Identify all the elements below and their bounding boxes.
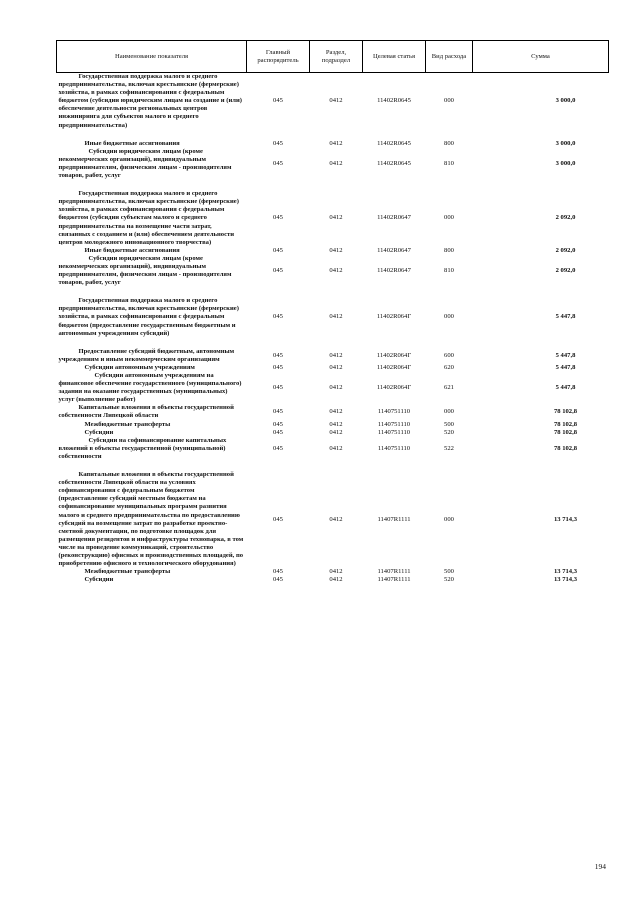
row-admin: 045 (273, 568, 283, 576)
row-name: Субсидии (84, 428, 114, 436)
row-spacer (57, 338, 609, 348)
table-row (57, 247, 609, 255)
table-body (57, 73, 609, 585)
row-expense-type: 000 (444, 313, 454, 321)
row-section: 0412 (329, 267, 343, 275)
row-expense-type: 810 (444, 267, 454, 275)
row-expense-type: 522 (444, 444, 454, 452)
row-amount: 78 102,8 (553, 408, 578, 416)
row-expense-type: 800 (444, 139, 454, 147)
row-amount: 2 092,0 (555, 246, 576, 254)
row-section: 0412 (329, 363, 343, 371)
row-admin: 045 (273, 576, 283, 584)
row-target: 11402R064Г (376, 313, 412, 321)
row-admin: 045 (273, 351, 283, 359)
row-section: 0412 (329, 420, 343, 428)
row-expense-type: 520 (444, 576, 454, 584)
table-row (57, 148, 609, 180)
row-name: Иные бюджетные ассигнования (84, 246, 180, 254)
header-section-subsection: Раздел, подраздел (310, 41, 363, 73)
row-amount: 3 000,0 (555, 97, 576, 105)
row-name: Капитальные вложения в объекты государственной собственности Липецкой области на условиях софинансирования с федеральным бюджетом (предоставление субсидий местным бюджетам на софинансирование муниципальных программ развития малого и среднего предпринимательства по предоставлению субсидий на возмещение затрат по разработке проектно-сметной документации, по подготовке площадок для размещения резидентов и инфраструктуры технопарка, в том числе на проведение коммуникаций, строительство (реконструкцию) офисных и производственных площадей, по приобретению офисного и технологического оборудования) (58, 471, 244, 568)
row-section: 0412 (329, 444, 343, 452)
row-name: Государственная поддержка малого и среднего предпринимательства, включая крестьянские (фермерские) хозяйства, в рамках софинансирования с федеральным бюджетом (предоставление государственным бюджетным и автономным учреждениям субсидий) (58, 297, 239, 337)
row-expense-type: 000 (444, 97, 454, 105)
row-target: 11407R1111 (377, 568, 411, 576)
budget-table (56, 40, 609, 584)
row-target: 11407R1111 (377, 576, 411, 584)
row-section: 0412 (329, 97, 343, 105)
row-section: 0412 (329, 139, 343, 147)
row-admin: 045 (273, 267, 283, 275)
row-name: Капитальные вложения в объекты государственной собственности Липецкой области (58, 404, 234, 420)
row-amount: 3 000,0 (555, 139, 576, 147)
table-row (57, 372, 609, 404)
row-target: 1140751110 (377, 408, 411, 416)
row-name: Межбюджетные трансферты (84, 568, 171, 576)
row-expense-type: 621 (444, 384, 454, 392)
row-amount: 5 447,8 (555, 363, 576, 371)
row-name: Межбюджетные трансферты (84, 420, 171, 428)
table-row (57, 576, 609, 584)
row-amount: 2 092,0 (555, 214, 576, 222)
row-amount: 78 102,8 (553, 428, 578, 436)
row-amount: 78 102,8 (553, 420, 578, 428)
row-amount: 2 092,0 (555, 267, 576, 275)
row-expense-type: 810 (444, 159, 454, 167)
row-admin: 045 (273, 313, 283, 321)
row-amount: 5 447,8 (555, 351, 576, 359)
row-spacer (57, 287, 609, 297)
row-target: 11402R064Г (376, 384, 412, 392)
table-row (57, 364, 609, 372)
row-expense-type: 800 (444, 246, 454, 254)
row-target: 11402R0645 (377, 97, 411, 105)
table-row (57, 437, 609, 461)
row-spacer (57, 130, 609, 140)
row-target: 1140751110 (377, 420, 411, 428)
row-expense-type: 500 (444, 420, 454, 428)
row-expense-type: 000 (444, 214, 454, 222)
table-row (57, 429, 609, 437)
row-admin: 045 (273, 363, 283, 371)
row-target: 11402R0647 (377, 267, 411, 275)
table-row (57, 140, 609, 148)
table-row (57, 255, 609, 287)
row-amount: 5 447,8 (555, 313, 576, 321)
row-section: 0412 (329, 351, 343, 359)
header-indicator-name: Наименование показателя (57, 41, 247, 73)
table-row (57, 421, 609, 429)
header-target-article: Целевая статья (363, 41, 426, 73)
page-number: 194 (594, 862, 606, 871)
row-admin: 045 (273, 97, 283, 105)
row-target: 1140751110 (377, 428, 411, 436)
row-spacer (57, 180, 609, 190)
row-name: Субсидии автономным учреждениям (84, 363, 195, 371)
row-name: Субсидии на софинансирование капитальных вложений в объекты государственной (муниципальной) собственности (58, 436, 227, 460)
row-admin: 045 (273, 246, 283, 254)
row-amount: 3 000,0 (555, 159, 576, 167)
row-name: Государственная поддержка малого и среднего предпринимательства, включая крестьянские (фермерские) хозяйства, в рамках софинансирования с федеральным бюджетом (субсидии субъектам малого и среднего предпринимательства на возмещение части затрат, связанных с созданием и (или) обеспечением деятельности центров молодежного инновационного творчества) (58, 190, 239, 246)
row-admin: 045 (273, 214, 283, 222)
row-admin: 045 (273, 515, 283, 523)
row-admin: 045 (273, 408, 283, 416)
table-row (57, 471, 609, 568)
row-section: 0412 (329, 515, 343, 523)
header-expense-type: Вид расхода (426, 41, 473, 73)
row-expense-type: 000 (444, 515, 454, 523)
row-amount: 5 447,8 (555, 384, 576, 392)
row-target: 11402R064Г (376, 363, 412, 371)
row-name: Субсидии юридическим лицам (кроме некоммерческих организаций), индивидуальным предпринимателям, физическим лицам - производителям товаров, работ, услуг (58, 147, 232, 180)
row-expense-type: 520 (444, 428, 454, 436)
row-section: 0412 (329, 313, 343, 321)
row-section: 0412 (329, 214, 343, 222)
table-row (57, 297, 609, 337)
row-section: 0412 (329, 568, 343, 576)
row-name: Субсидии (84, 576, 114, 584)
row-expense-type: 620 (444, 363, 454, 371)
row-section: 0412 (329, 408, 343, 416)
row-admin: 045 (273, 420, 283, 428)
row-target: 1140751110 (377, 444, 411, 452)
row-amount: 13 714,3 (553, 576, 578, 584)
row-name: Государственная поддержка малого и среднего предпринимательства, включая крестьянские (фермерские) хозяйства, в рамках софинансирования с федеральным бюджетом (субсидии юридическим лицам на создание и (или) обеспечение деятельности региональных центров инжиниринга для субъектов малого и среднего предпринимательства) (58, 73, 242, 129)
row-section: 0412 (329, 159, 343, 167)
table-row (57, 348, 609, 364)
row-section: 0412 (329, 384, 343, 392)
row-section: 0412 (329, 246, 343, 254)
row-target: 11407R1111 (377, 515, 411, 523)
row-target: 11402R064Г (376, 351, 412, 359)
row-amount: 78 102,8 (553, 444, 578, 452)
table-row (57, 568, 609, 576)
row-admin: 045 (273, 139, 283, 147)
row-expense-type: 000 (444, 408, 454, 416)
row-expense-type: 600 (444, 351, 454, 359)
row-target: 11402R0647 (377, 246, 411, 254)
table-row (57, 404, 609, 420)
header-amount: Сумма (473, 41, 609, 73)
row-spacer (57, 461, 609, 471)
table-row (57, 73, 609, 130)
row-name: Субсидии автономным учреждениям на финансовое обеспечение государственного (муниципального) задания на оказание государственных (муниципальных) услуг (выполнение работ) (58, 372, 242, 404)
row-expense-type: 500 (444, 568, 454, 576)
table-row (57, 190, 609, 247)
row-admin: 045 (273, 159, 283, 167)
row-target: 11402R0647 (377, 214, 411, 222)
row-section: 0412 (329, 576, 343, 584)
row-name: Предоставление субсидий бюджетным, автономным учреждениям и иным некоммерческим организациям (58, 347, 235, 363)
table-header (57, 41, 609, 73)
row-name: Иные бюджетные ассигнования (84, 139, 180, 147)
row-admin: 045 (273, 384, 283, 392)
row-amount: 13 714,3 (553, 568, 578, 576)
header-chief-administrator: Главный распорядитель (247, 41, 310, 73)
row-name: Субсидии юридическим лицам (кроме некоммерческих организаций), индивидуальным предпринимателям, физическим лицам - производителям товаров, работ, услуг (58, 254, 232, 287)
row-target: 11402R0645 (377, 139, 411, 147)
row-admin: 045 (273, 428, 283, 436)
row-amount: 13 714,3 (553, 515, 578, 523)
row-target: 11402R0645 (377, 159, 411, 167)
row-admin: 045 (273, 444, 283, 452)
row-section: 0412 (329, 428, 343, 436)
